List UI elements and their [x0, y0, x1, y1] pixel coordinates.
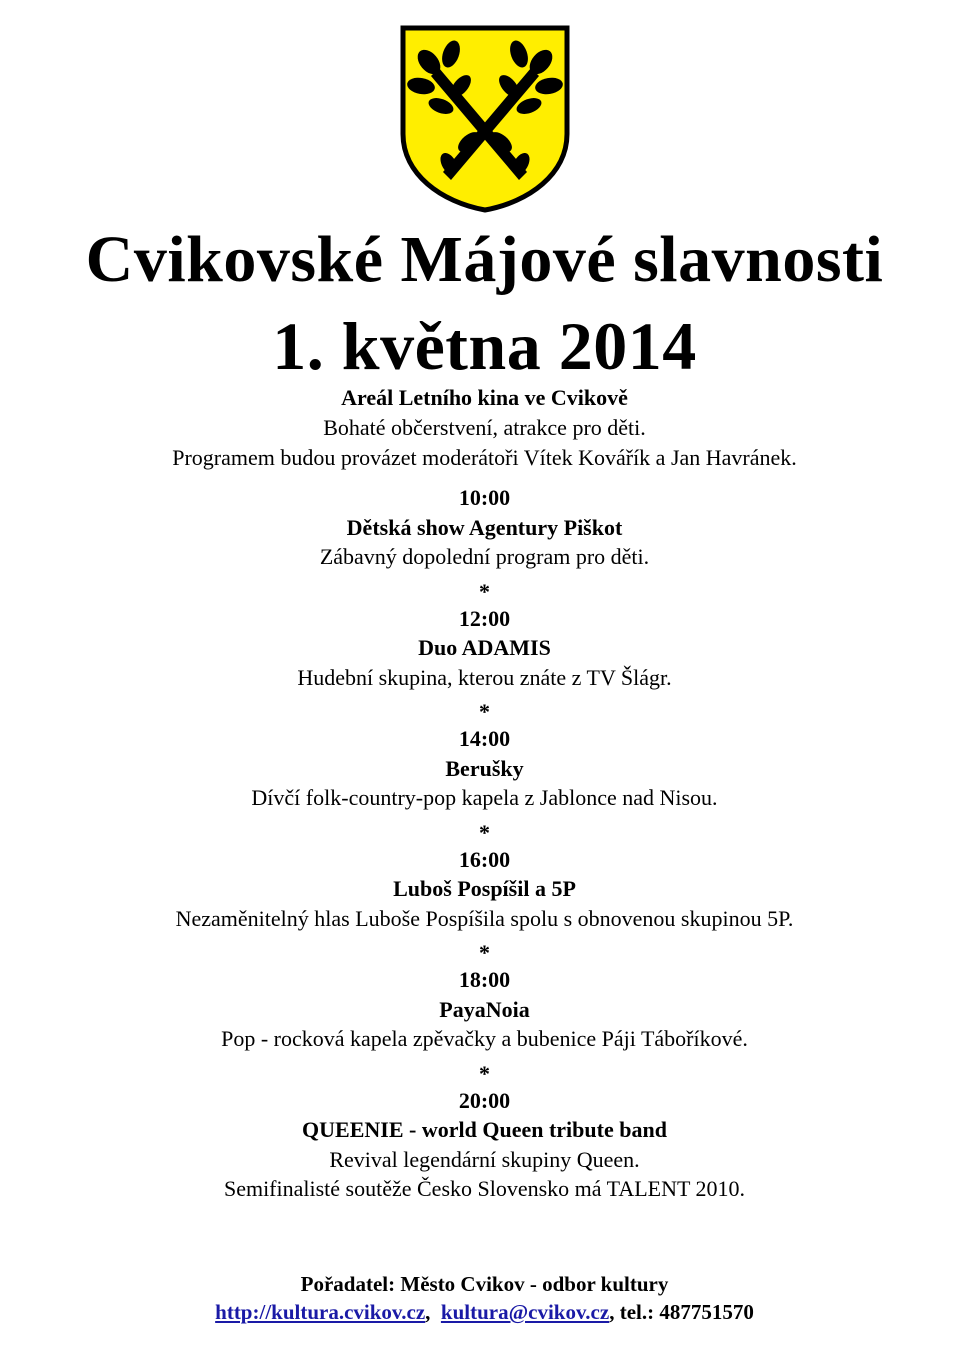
intro-text: Programem budou provázet moderátoři Vítek Kovářík a Jan Havránek.	[172, 445, 797, 470]
event-name: Luboš Pospíšil a 5P	[393, 876, 576, 901]
page-date: 1. května 2014	[272, 308, 697, 384]
event-name: Dětská show Agentury Piškot	[346, 514, 623, 540]
separator: *	[479, 699, 490, 724]
event-time: 14:00	[458, 726, 511, 751]
separator: *	[479, 819, 490, 845]
program-item	[0, 1086, 969, 1204]
program-item	[0, 604, 969, 693]
phone: tel.: 487751570	[619, 1300, 754, 1324]
event-name: PayaNoia	[439, 996, 530, 1022]
website-link[interactable]: http://kultura.cvikov.cz	[215, 1300, 426, 1324]
event-time: 20:00	[458, 1087, 511, 1113]
organizer: Pořadatel: Město Cvikov - odbor kultury	[300, 1272, 669, 1296]
event-time: 18:00	[458, 967, 511, 992]
event-description: Nezaměnitelný hlas Luboše Pospíšila spolu s obnovenou skupinou 5P.	[175, 905, 794, 931]
footer	[0, 1270, 969, 1326]
program-list	[0, 483, 969, 1204]
event-description: Semifinalisté soutěže Česko Slovensko má TALENT 2010.	[223, 1176, 746, 1201]
program-item	[0, 965, 969, 1054]
page-title: Cvikovské Májové slavnosti	[85, 223, 884, 296]
event-name: QUEENIE - world Queen tribute band	[302, 1117, 667, 1142]
intro-text: Bohaté občerstvení, atrakce pro děti.	[323, 415, 646, 440]
event-description: Revival legendární skupiny Queen.	[329, 1146, 640, 1172]
intro-block	[0, 383, 969, 473]
event-description: Hudební skupina, kterou znáte z TV Šlágr.	[297, 664, 672, 690]
event-description: Dívčí folk-country-pop kapela z Jablonce nad Nisou.	[251, 785, 718, 810]
event-description: Zábavný dopolední program pro děti.	[319, 544, 650, 569]
event-time: 12:00	[458, 605, 511, 631]
event-time: 10:00	[458, 485, 511, 510]
program-item	[0, 483, 969, 572]
separator: *	[479, 940, 490, 965]
event-time: 16:00	[458, 846, 511, 872]
event-name: Berušky	[445, 755, 524, 781]
town-coat-of-arms	[399, 24, 571, 214]
event-name: Duo ADAMIS	[418, 635, 551, 660]
program-item	[0, 724, 969, 813]
program-item	[0, 845, 969, 934]
separator: *	[479, 1060, 490, 1086]
separator: *	[479, 578, 490, 604]
email-link[interactable]: kultura@cvikov.cz	[440, 1300, 610, 1324]
event-description: Pop - rocková kapela zpěvačky a bubenice Páji Táboříkové.	[221, 1026, 748, 1051]
venue: Areál Letního kina ve Cvikově	[341, 385, 628, 410]
contact-line: http://kultura.cvikov.cz, kultura@cvikov.cz, tel.: 487751570	[215, 1300, 754, 1324]
